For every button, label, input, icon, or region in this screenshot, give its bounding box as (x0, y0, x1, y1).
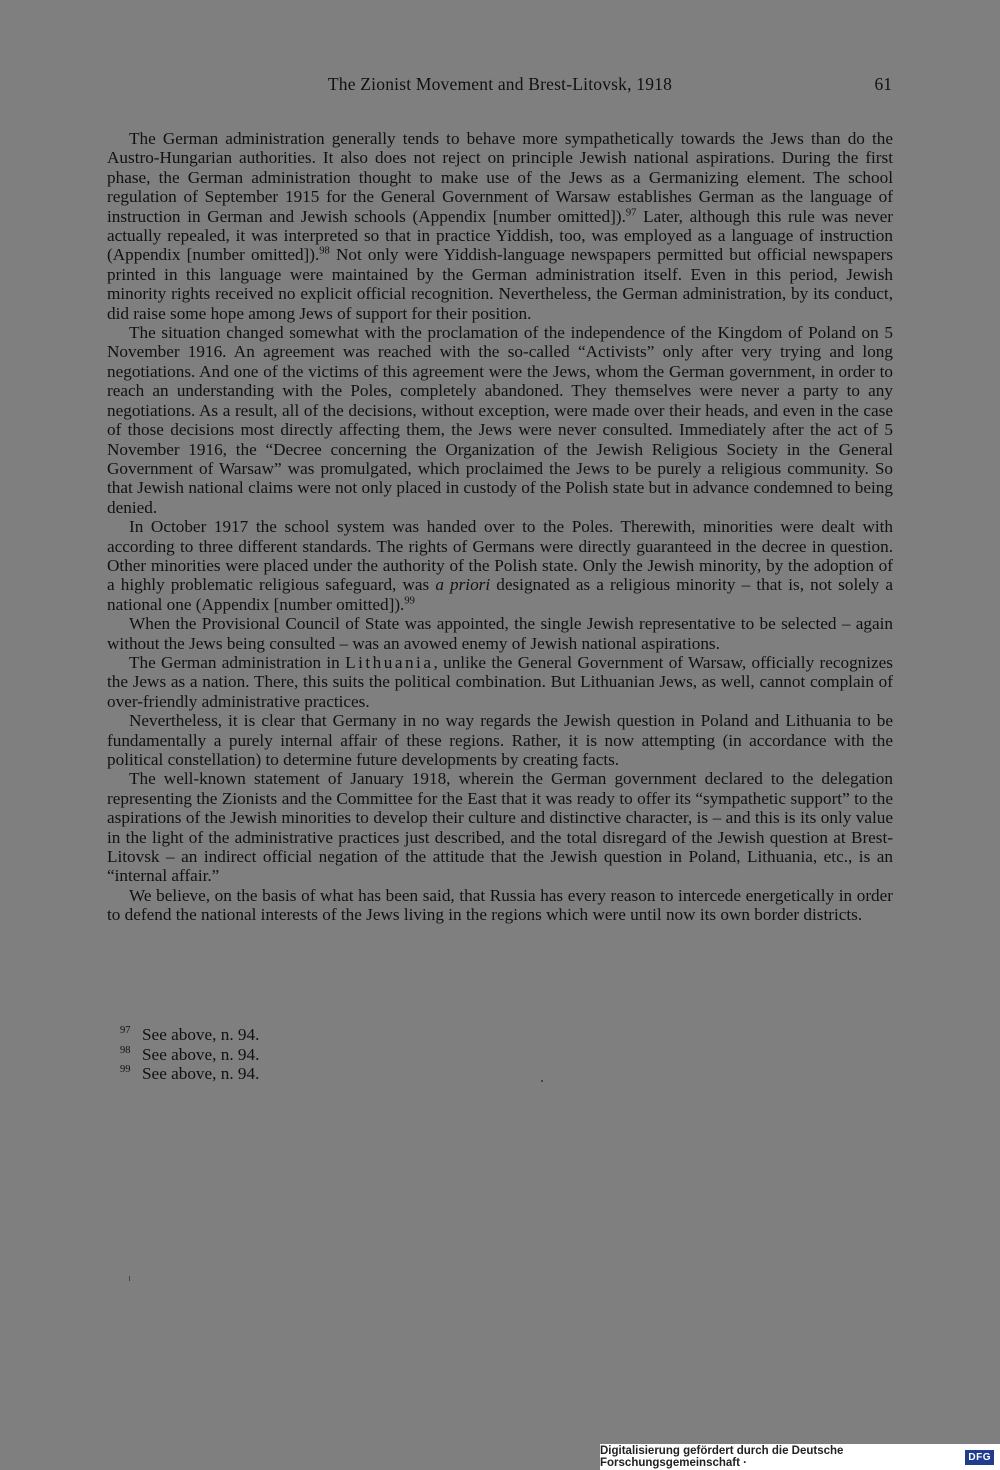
footnote-99: 99 See above, n. 94. (120, 1064, 260, 1083)
italic-phrase: a priori (435, 575, 491, 595)
paragraph-3 (107, 517, 893, 614)
running-head (108, 74, 892, 98)
footnote-text: See above, n. 94. (142, 1025, 260, 1044)
footnote-ref-98[interactable]: 98 (319, 245, 330, 257)
dfg-logo-icon[interactable]: DFG (965, 1450, 994, 1465)
footnotes (120, 1025, 620, 1084)
digitization-credit-bar (600, 1444, 1000, 1470)
paragraph-7: The well-known statement of January 1918, wherein the German government declared to the delegation representing the Zionists and the Committee for the East that it was ready to offer its “sympathetic support” to the aspirations of the Jewish minorities to develop their culture and distinctive character, is – and this is its only value in the light of the administrative practices just described, and the total disregard of the Jewish question at Brest-Litovsk – an indirect official negation of the attitude that the Jewish question in Poland, Lithuania, etc., is an “internal affair.” (107, 769, 893, 886)
paragraph-text: , unlike the General Government of Warsaw, officially recognizes the Jews as a nation. There, this suits the political combination. But Lithuanian Jews, as well, cannot complain of over-friendly administrative practices. (107, 652, 893, 711)
paragraph-text: designated as a religious minority – that is, not solely a national one (Appendix [number omitted]). (107, 575, 893, 614)
footnote-ref-99[interactable]: 99 (404, 595, 415, 607)
page-number: 61 (874, 74, 892, 94)
footnote-text: See above, n. 94. (142, 1044, 260, 1064)
paragraph-text: The German administration generally tends to behave more sympathetically towards the Jews than do the Austro-Hungarian authorities. It also does not reject on principle Jewish national aspirations. During the first phase, the German administration thought to make use of the Jews as a Germanizing element. The school regulation of September 1915 for the General Government of Warsaw establishes German as the language of instruction in German and Jewish schools (Appendix [number omitted]). (107, 129, 893, 226)
paragraph-text: The German administration in (129, 652, 346, 672)
paragraph-6: Nevertheless, it is clear that Germany in no way regards the Jewish question in Poland and Lithuania to be fundamentally a purely internal affair of these regions. Rather, it is now attempting (in accordance with the political constellation) to determine future developments by creating facts. (107, 711, 893, 769)
footnote-97: 97 See above, n. 94. (120, 1025, 260, 1044)
footnote-text: See above, n. 94. (142, 1064, 260, 1083)
paragraph-text: Not only were Yiddish-language newspapers permitted but official newspapers printed in this language were maintained by the German administration itself. Even in this period, Jewish minority rights received no explicit official recognition. Nevertheless, the German administration, by its conduct, did raise some hope among Jews of support for their position. (107, 245, 893, 323)
spaced-emphasis: Lithuania (345, 652, 434, 672)
paragraph-text: In October 1917 the school system was handed over to the Poles. Therewith, minorities were dealt with according to three different standards. The rights of Germans were directly guaranteed in the decree in question. Other minorities were placed under the authority of the Polish state. Only the Jewish minority, by the adoption of a highly problematic religious safeguard, was (107, 517, 893, 595)
paragraph-8: We believe, on the basis of what has been said, that Russia has every reason to intercede energetically in order to defend the national interests of the Jews living in the regions which were until now its own border districts. (107, 885, 893, 925)
footnote-98: 98 See above, n. 94. (120, 1044, 260, 1064)
paragraph-5 (107, 653, 893, 711)
footnote-ref-97[interactable]: 97 (625, 206, 637, 218)
paragraph-text: Later, although this rule was never actually repealed, it was interpreted so that in practice Yiddish, too, was employed as a language of instruction (Appendix [number omitted]). (107, 206, 893, 265)
paragraph-1 (107, 129, 893, 323)
scan-speck (541, 1080, 543, 1082)
paragraph-2: The situation changed somewhat with the proclamation of the independence of the Kingdom of Poland on 5 November 1916. An agreement was reached with the so-called “Activists” only after very trying and long negotiations. And one of the victims of this agreement were the Jews, whom the German government, in order to reach an understanding with the Poles, completely abandoned. They themselves were never a party to any negotiations. As a result, all of the decisions, without exception, were made over their heads, and even in the case of those decisions most directly affecting them, the Jews were never consulted. Immediately after the act of 5 November 1916, the “Decree concerning the Organization of the Jewish Religious Society in the General Government of Warsaw” was promulgated, which proclaimed the Jews to be purely a religious community. So that Jewish national claims were not only placed in custody of the Polish state but in advance condemned to being denied. (107, 323, 893, 517)
paragraph-4: When the Provisional Council of State was appointed, the single Jewish representative to be selected – again without the Jews being consulted – was an avowed enemy of Jewish national aspirations. (107, 614, 893, 653)
scan-speck (129, 1276, 130, 1281)
running-title: The Zionist Movement and Brest-Litovsk, 1918 (327, 74, 673, 94)
body-text (107, 129, 893, 925)
credit-text: Digitalisierung gefördert durch die Deutsche Forschungsgemeinschaft · (600, 1445, 844, 1469)
